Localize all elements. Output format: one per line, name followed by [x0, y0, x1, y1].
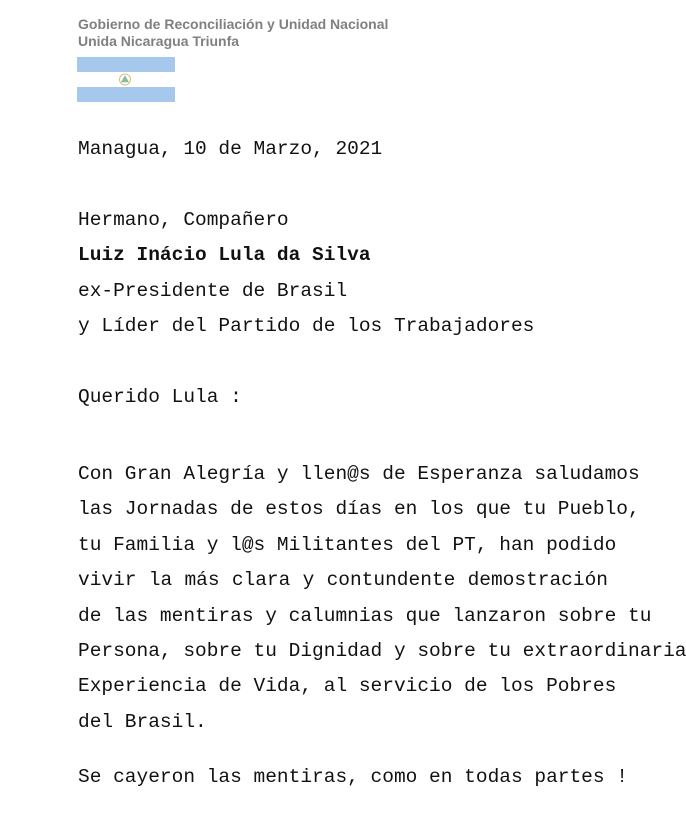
body-line: de las mentiras y calumnias que lanzaron sobre tu	[78, 604, 652, 627]
body-line: Persona, sobre tu Dignidad y sobre tu extraordinaria	[78, 640, 686, 663]
salutation-line: Hermano, Compañero	[78, 209, 289, 231]
body-line: del Brasil.	[78, 710, 207, 733]
place-and-date: Managua, 10 de Marzo, 2021	[78, 138, 383, 160]
coat-of-arms-icon	[118, 73, 132, 86]
flag-stripe-middle	[77, 72, 175, 87]
body-line: Experiencia de Vida, al servicio de los Pobres	[78, 675, 617, 698]
body-line: las Jornadas de estos días en los que tu Pueblo,	[78, 498, 640, 521]
nicaragua-flag-icon	[77, 57, 175, 102]
greeting: Querido Lula :	[78, 386, 242, 408]
closing-line: Se cayeron las mentiras, como en todas partes !	[78, 766, 628, 788]
body-line: vivir la más clara y contundente demostración	[78, 569, 608, 592]
flag-stripe-top	[77, 57, 175, 72]
recipient-name: Luiz Inácio Lula da Silva	[78, 244, 371, 266]
government-slogan: Unida Nicaragua Triunfa	[78, 33, 240, 49]
body-line: Con Gran Alegría y llen@s de Esperanza saludamos	[78, 463, 640, 485]
government-name: Gobierno de Reconciliación y Unidad Nacional	[78, 16, 389, 32]
letterhead	[78, 16, 388, 50]
letter-body-paragraph	[78, 457, 686, 740]
recipient-title-2: y Líder del Partido de los Trabajadores	[78, 315, 535, 337]
recipient-title-1: ex-Presidente de Brasil	[78, 280, 348, 302]
flag-stripe-bottom	[77, 87, 175, 102]
body-line: tu Familia y l@s Militantes del PT, han podido	[78, 533, 617, 556]
